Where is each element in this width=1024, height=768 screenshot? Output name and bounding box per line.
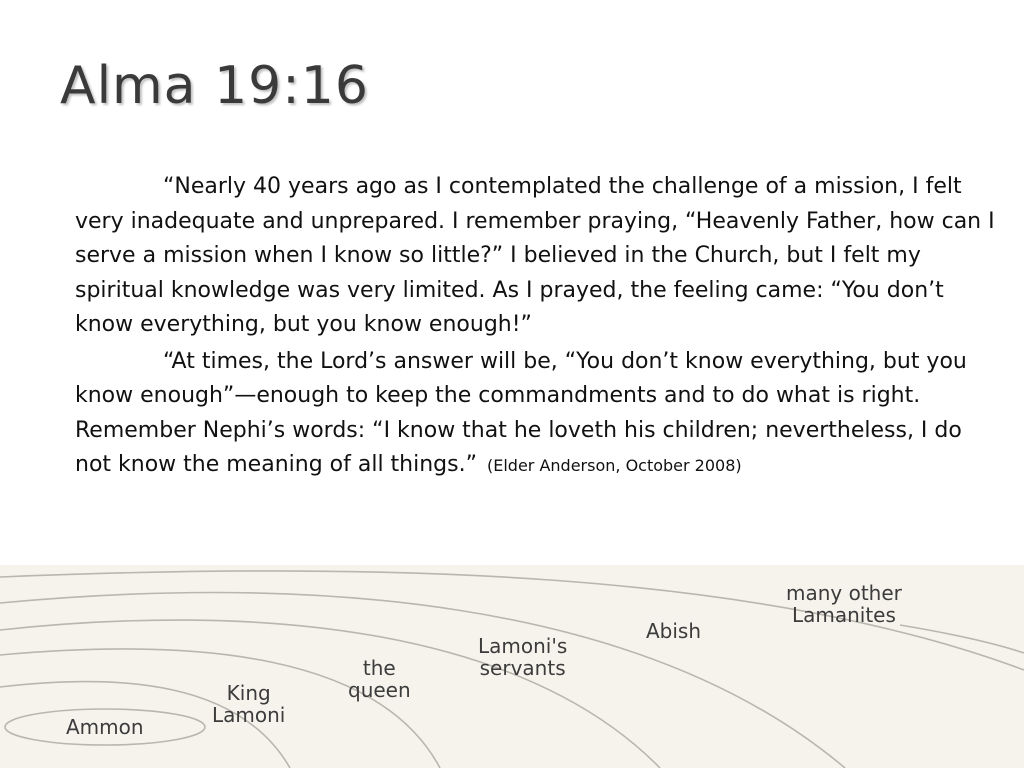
label-other-lamanites-line2: Lamanites <box>791 603 896 627</box>
label-servants-line2: servants <box>479 656 566 680</box>
label-king-lamoni-line1: King <box>226 681 271 705</box>
label-ammon <box>66 716 144 738</box>
slide-title: Alma 19:16 <box>60 56 369 116</box>
label-ammon-text: Ammon <box>66 715 144 739</box>
label-king-lamoni <box>212 682 285 726</box>
quote-citation: (Elder Anderson, October 2008) <box>487 456 742 475</box>
quote-paragraph-2-text: “At times, the Lord’s answer will be, “You don’t know everything, but you know enough”—enough to keep the commandments and to do what is right. Remember Nephi’s words: “I know that he loveth his children; nevertheless, I do not know the meaning of all things.” <box>75 348 967 477</box>
label-abish-text: Abish <box>646 619 702 643</box>
quote-body <box>75 170 995 486</box>
quote-paragraph-2 <box>75 345 995 484</box>
concentric-circles-diagram <box>0 565 1024 768</box>
label-queen <box>348 657 411 701</box>
label-servants <box>478 635 567 679</box>
label-abish <box>646 620 701 642</box>
label-other-lamanites-line1: many other <box>786 581 902 605</box>
label-other-lamanites <box>786 582 902 626</box>
quote-paragraph-1: “Nearly 40 years ago as I contemplated the challenge of a mission, I felt very inadequate and unprepared. I remember praying, “Heavenly Father, how can I serve a mission when I know so little?” I believed in the Church, but I felt my spiritual knowledge was very limited. As I prayed, the feeling came: “You don’t know everything, but you know enough!” <box>75 174 995 337</box>
label-queen-line1: the <box>362 656 396 680</box>
label-servants-line1: Lamoni's <box>478 634 568 658</box>
label-queen-line2: queen <box>348 678 411 702</box>
label-king-lamoni-line2: Lamoni <box>212 703 286 727</box>
